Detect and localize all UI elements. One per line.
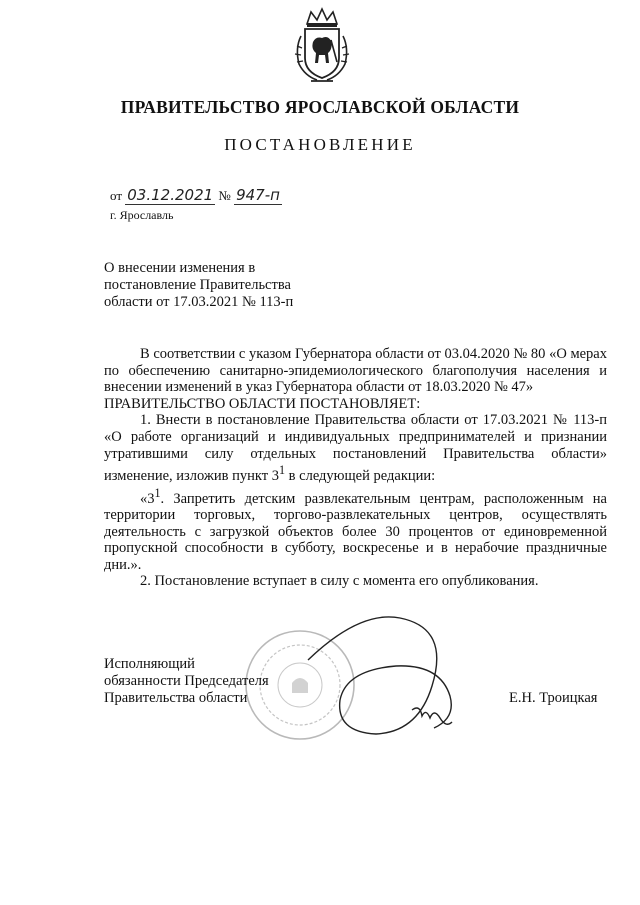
- item-1-text-end: в следующей редакции:: [285, 467, 436, 484]
- quoted-clause: [104, 485, 607, 574]
- item-2-paragraph: 2. Постановление вступает в силу с момента его опубликования.: [140, 573, 539, 590]
- subject-line: области от 17.03.2021 № 113-п: [104, 294, 294, 310]
- registration-line: [110, 186, 282, 205]
- item-1-paragraph: [104, 412, 607, 484]
- document-date: 03.12.2021: [127, 186, 214, 204]
- coat-of-arms-emblem: [287, 6, 357, 86]
- number-label: №: [218, 188, 231, 203]
- position-line: Правительства области: [104, 690, 248, 706]
- signatory-position: [104, 656, 269, 707]
- preamble-paragraph: В соответствии с указом Губернатора области от 03.04.2020 № 80 «О мерах по обеспечению санитарно-эпидемиологического благополучия населения и внесении изменений в указ Губернатора области от 18.03.2020 № 47»: [104, 346, 607, 396]
- superscript: 1: [154, 485, 161, 500]
- document-type: ПОСТАНОВЛЕНИЕ: [224, 135, 416, 154]
- signatory-name: Е.Н. Троицкая: [509, 690, 598, 706]
- date-label: от: [110, 188, 123, 203]
- document-number: 947-п: [236, 186, 280, 204]
- item-1-text: 1. Внести в постановление Правительства области от 17.03.2021 № 113-п «О работе организаций и индивидуальных предпринимателей и признании утратившими силу отдельных постановлений Правительства области» изменение, изложив пункт 3: [104, 412, 607, 484]
- decree-heading: ПРАВИТЕЛЬСТВО ОБЛАСТИ ПОСТАНОВЛЯЕТ:: [104, 395, 421, 412]
- subject-line: постановление Правительства: [104, 277, 291, 293]
- quote-open: «3: [140, 490, 155, 507]
- position-line: обязанности Председателя: [104, 673, 269, 689]
- subject-line: О внесении изменения в: [104, 260, 256, 276]
- document-body: [104, 346, 607, 590]
- subject-block: [104, 260, 344, 311]
- superscript: 1: [279, 463, 286, 478]
- organization-title: ПРАВИТЕЛЬСТВО ЯРОСЛАВСКОЙ ОБЛАСТИ: [120, 97, 520, 117]
- city: г. Ярославль: [110, 208, 174, 222]
- handwritten-signature: [300, 600, 470, 760]
- position-line: Исполняющий: [104, 656, 195, 672]
- quote-text: . Запретить детским развлекательным центрам, расположенным на территории торговых, торгово-развлекательных центров, осуществлять деятельность с загрузкой объектов более 30 процентов от единовременной пропускной способности в субботу, воскресенье и в нерабочие праздничные дни.».: [104, 490, 607, 573]
